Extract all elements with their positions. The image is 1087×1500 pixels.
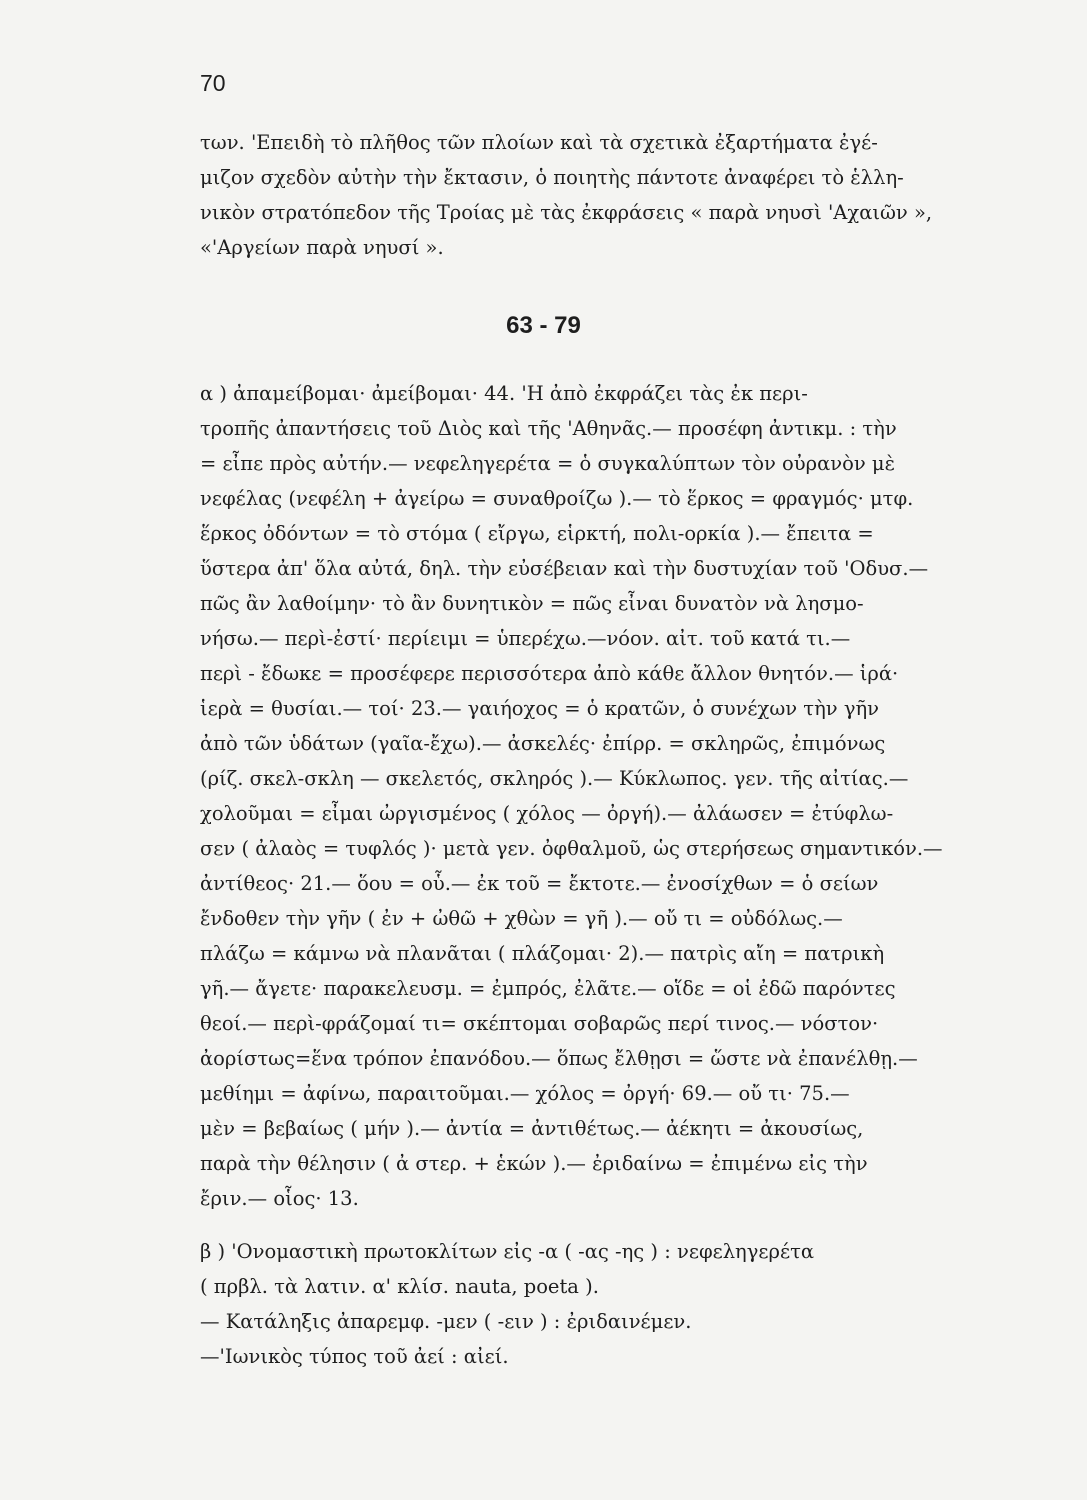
text-line: ἀορίστως=ἕνα τρόπον ἐπανόδου.— ὅπως ἔλθῃσι = ὥστε νὰ ἐπανέλθῃ.— bbox=[200, 1047, 918, 1070]
text-line: τροπῆς ἀπαντήσεις τοῦ Διὸς καὶ τῆς 'Αθηνᾶς.— προσέφη ἀντικμ. : τὴν bbox=[200, 417, 897, 440]
page-number: 70 bbox=[200, 70, 226, 96]
text-line: παρὰ τὴν θέλησιν ( ἀ στερ. + ἑκών ).— ἐριδαίνω = ἐπιμένω εἰς τὴν bbox=[200, 1152, 868, 1175]
text-line: ἀπὸ τῶν ὑδάτων (γαῖα-ἔχω).— ἀσκελές· ἐπίρρ. = σκληρῶς, ἐπιμόνως bbox=[200, 732, 886, 755]
text-line: των. 'Επειδὴ τὸ πλῆθος τῶν πλοίων καὶ τὰ σχετικὰ ἐξαρτήματα ἐγέ- bbox=[200, 131, 878, 154]
text-line: α ) ἀπαμείβομαι· ἀμείβομαι· 44. 'Η ἀπὸ ἐκφράζει τὰς ἐκ περι- bbox=[200, 382, 808, 405]
text-line: πῶς ἂν λαθοίμην· τὸ ἂν δυνητικὸν = πῶς εἶναι δυνατὸν νὰ λησμο- bbox=[200, 592, 864, 615]
text-line: νεφέλας (νεφέλη + ἀγείρω = συναθροίζω ).— τὸ ἕρκος = φραγμός· μτφ. bbox=[200, 487, 914, 510]
text-line: β ) 'Ονομαστικὴ πρωτοκλίτων εἰς -α ( -ας -ης ) : νεφεληγερέτα bbox=[200, 1240, 815, 1263]
text-line: ἱερὰ = θυσίαι.— τοί· 23.— γαιήοχος = ὁ κρατῶν, ὁ συνέχων τὴν γῆν bbox=[200, 697, 880, 720]
text-line: νικὸν στρατόπεδον τῆς Τροίας μὲ τὰς ἐκφράσεις « παρὰ νηυσὶ 'Αχαιῶν », bbox=[200, 201, 933, 224]
text-line: μιζον σχεδὸν αὐτὴν τὴν ἔκτασιν, ὁ ποιητὴς πάντοτε ἀναφέρει τὸ ἑλλη- bbox=[200, 166, 904, 189]
text-line: — Κατάληξις ἀπαρεμφ. -μεν ( -ειν ) : ἐριδαινέμεν. bbox=[200, 1310, 692, 1333]
text-line: περὶ - ἔδωκε = προσέφερε περισσότερα ἀπὸ κάθε ἄλλον θνητόν.— ἱρά· bbox=[200, 662, 899, 685]
text-line: ὕστερα ἀπ' ὅλα αὐτά, δηλ. τὴν εὐσέβειαν καὶ τὴν δυστυχίαν τοῦ 'Οδυσ.— bbox=[200, 557, 929, 580]
text-line: σεν ( ἀλαὸς = τυφλός )· μετὰ γεν. ὀφθαλμοῦ, ὡς στερήσεως σημαντικόν.— bbox=[200, 837, 943, 860]
text-line: χολοῦμαι = εἶμαι ὠργισμένος ( χόλος — ὀργή).— ἀλάωσεν = ἐτύφλω- bbox=[200, 802, 894, 825]
glossary-section-b bbox=[200, 1234, 1022, 1374]
text-line: ( πρβλ. τὰ λατιν. α' κλίσ. nauta, poeta ). bbox=[200, 1275, 599, 1298]
intro-paragraph bbox=[200, 125, 1022, 265]
glossary-section-a bbox=[200, 376, 1022, 1216]
text-line: νήσω.— περὶ-ἐστί· περίειμι = ὑπερέχω.—νόον. αἰτ. τοῦ κατά τι.— bbox=[200, 627, 851, 650]
text-line: θεοί.— περὶ-φράζομαί τι= σκέπτομαι σοβαρῶς περί τινος.— νόστον· bbox=[200, 1012, 879, 1035]
text-line: ἔνδοθεν τὴν γῆν ( ἐν + ὠθῶ + χθὼν = γῆ ).— οὔ τι = οὐδόλως.— bbox=[200, 907, 843, 930]
text-line: (ρίζ. σκελ-σκλη — σκελετός, σκληρός ).— Κύκλωπος. γεν. τῆς αἰτίας.— bbox=[200, 767, 909, 790]
text-line: μεθίημι = ἀφίνω, παραιτοῦμαι.— χόλος = ὀργή· 69.— οὔ τι· 75.— bbox=[200, 1082, 850, 1105]
text-line: μὲν = βεβαίως ( μήν ).— ἀντία = ἀντιθέτως.— ἀέκητι = ἀκουσίως, bbox=[200, 1117, 864, 1140]
text-line: «'Αργείων παρὰ νηυσί ». bbox=[200, 236, 444, 259]
text-line: γῆ.— ἄγετε· παρακελευσμ. = ἐμπρός, ἐλᾶτε.— οἵδε = οἱ ἐδῶ παρόντες bbox=[200, 977, 896, 1000]
text-line: πλάζω = κάμνω νὰ πλανᾶται ( πλάζομαι· 2).— πατρὶς αἴη = πατρικὴ bbox=[200, 942, 885, 965]
text-line: ἔριν.— οἷος· 13. bbox=[200, 1187, 359, 1210]
text-line: = εἶπε πρὸς αὐτήν.— νεφεληγερέτα = ὁ συγκαλύπτων τὸν οὐρανὸν μὲ bbox=[200, 452, 896, 475]
text-line: —'Ιωνικὸς τύπος τοῦ ἀεί : αἰεί. bbox=[200, 1345, 509, 1368]
section-heading: 63 - 79 bbox=[506, 312, 581, 339]
text-line: ἀντίθεος· 21.— ὅου = οὗ.— ἐκ τοῦ = ἔκτοτε.— ἐνοσίχθων = ὁ σείων bbox=[200, 872, 879, 895]
text-line: ἕρκος ὀδόντων = τὸ στόμα ( εἴργω, εἱρκτή, πολι-ορκία ).— ἔπειτα = bbox=[200, 522, 874, 545]
